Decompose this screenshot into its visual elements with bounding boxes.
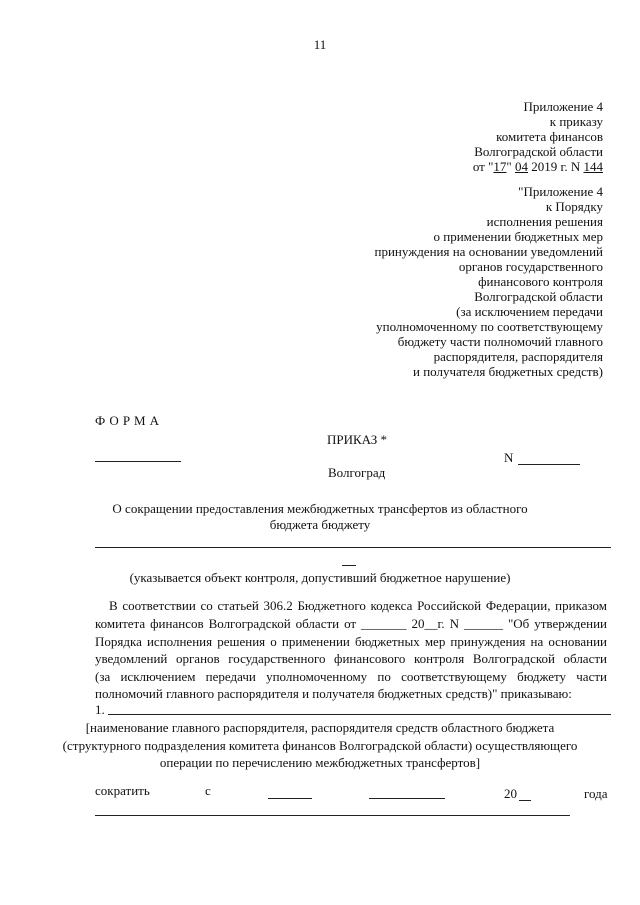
date-month: 04 <box>514 159 528 174</box>
appendix-procedure-line: принуждения на основании уведомлений <box>374 244 603 259</box>
preamble-line: В соответствии со статьей 306.2 Бюджетного кодекса Российской Федерации, приказом <box>109 598 607 613</box>
order-title: ПРИКАЗ * <box>327 432 388 447</box>
appendix-order-block <box>473 99 603 174</box>
appendix-procedure-block <box>375 184 603 379</box>
appendix-procedure-line: (за исключением передачи <box>456 304 603 319</box>
page-number: 11 <box>313 37 327 52</box>
recipient-caption-line: [наименование главного распорядителя, распорядителя средств областного бюджета <box>85 720 555 735</box>
appendix-order-line2: к приказу <box>549 114 603 129</box>
number-blank-line <box>518 464 580 465</box>
appendix-procedure-line: о применении бюджетных мер <box>433 229 603 244</box>
item-number: 1. <box>95 702 105 717</box>
year-label: года <box>584 786 608 801</box>
appendix-procedure-line: уполномоченному по соответствующему <box>376 319 603 334</box>
subject-line2: бюджета бюджету <box>269 517 371 532</box>
appendix-procedure-line: и получателя бюджетных средств) <box>412 364 603 379</box>
date-day: 17 <box>493 159 507 174</box>
control-object-line <box>95 547 611 548</box>
appendix-procedure-line: финансового контроля <box>478 274 603 289</box>
amount-blank-line <box>95 815 570 816</box>
date-mid: " <box>506 159 515 174</box>
appendix-procedure-line: бюджету части полномочий главного <box>397 334 603 349</box>
recipient-caption-line: (структурного подразделения комитета финансов Волгоградской области) осуществляющего <box>62 738 578 753</box>
appendix-order-date <box>473 159 603 174</box>
control-object-line-short <box>342 565 356 566</box>
form-label: ФОРМА <box>95 413 163 428</box>
preamble-line: Порядка исполнения решения о применении бюджетных мер принуждения на основании <box>95 634 607 649</box>
preamble-line: уведомлений органов государственного финансового контроля Волгоградской области <box>95 651 607 666</box>
reduce-label: сократить <box>95 783 150 798</box>
appendix-order-line3: комитета финансов <box>496 129 603 144</box>
preamble-last-line: полномочий главного распорядителя и получателя бюджетных средств)" приказываю: <box>95 686 572 701</box>
control-object-caption: (указывается объект контроля, допустивший бюджетное нарушение) <box>129 570 511 585</box>
year-blank-line <box>519 800 531 801</box>
city: Волгоград <box>328 465 386 480</box>
appendix-procedure-line: распорядителя, распорядителя <box>433 349 603 364</box>
date-year: 2019 г. N <box>527 159 584 174</box>
appendix-order-line4: Волгоградской области <box>474 144 603 159</box>
preamble-line: (за исключением передачи уполномоченному по соответствующему бюджету части <box>95 669 607 684</box>
from-label: с <box>205 783 211 798</box>
item-blank-line <box>108 714 611 715</box>
recipient-caption-line: операции по перечислению межбюджетных трансфертов] <box>159 755 481 770</box>
preamble-line: комитета финансов Волгоградской области от _______ 20__г. N ______ "Об утверждении <box>95 616 607 631</box>
appendix-procedure-line: "Приложение 4 <box>518 184 603 199</box>
number-label: N <box>504 450 514 465</box>
date-number: 144 <box>583 159 603 174</box>
date-blank-line <box>95 461 181 462</box>
appendix-procedure-line: исполнения решения <box>486 214 603 229</box>
subject-line1: О сокращении предоставления межбюджетных трансфертов из областного <box>112 501 528 516</box>
appendix-procedure-line: Волгоградской области <box>474 289 603 304</box>
day-blank-line <box>268 798 312 799</box>
appendix-procedure-line: органов государственного <box>458 259 603 274</box>
date-prefix: от " <box>472 159 494 174</box>
appendix-procedure-line: к Порядку <box>545 199 603 214</box>
month-blank-line <box>369 798 445 799</box>
year-prefix: 20 <box>504 786 517 801</box>
appendix-order-line1: Приложение 4 <box>523 99 603 114</box>
